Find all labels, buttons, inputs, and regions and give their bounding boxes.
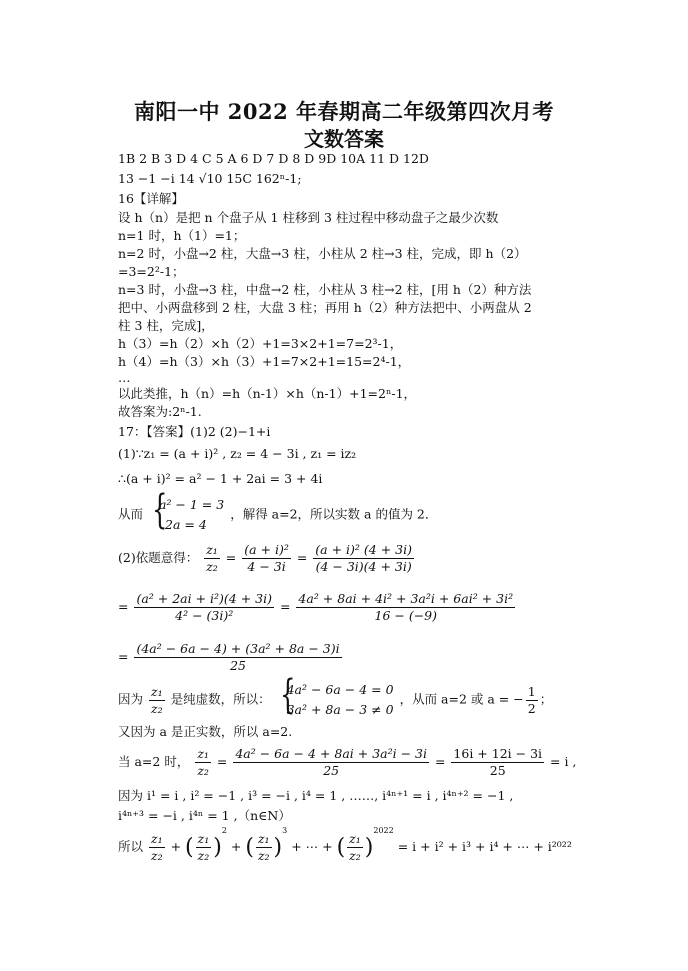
q17-text: 所以 [118,839,144,854]
fraction-numerator: z₁ [151,831,163,846]
page-subtitle: 文数答案 [304,127,384,151]
fraction-denominator: 25 [230,658,246,673]
fraction [296,591,515,624]
answers-row-2: 13 −1 −i 14 √10 15C 162ⁿ-1; [118,171,302,186]
fraction-denominator: (4 − 3i)(4 + 3i) [315,559,412,574]
fraction-numerator: z₁ [197,746,209,761]
system-equation: { a² − 1 = 3 [159,497,225,512]
fraction [195,746,211,779]
q17-expand: ∴(a + i)² = a² − 1 + 2ai = 3 + 4i [118,471,323,486]
q17-given: (1)∵z₁ = (a + i)² , z₂ = 4 − 3i , z₁ = iz₂ [118,446,357,461]
q16-line: 以此类推，h（n）=h（n-1）×h（n-1）+1=2ⁿ-1， [118,386,417,401]
q16-line: 故答案为:2ⁿ-1. [118,404,202,419]
equation-system [277,680,394,720]
q17-sum-line: 所以 $\frac{\text{z₁}}{\text{z₂}}$ + ( $\frac{\text{z₁}}{\text{z₂}}$ )$^2$ + ( $\frac{\text{z₁}}{\text{z₂}}$ )$^3$ + ⋯ + ( $\frac{\text{z₁}}{\text{z₂}}$ )$^{2022}$ = i + i² + i³ + i⁴ + ⋯ + i²⁰²² [118,826,572,863]
fraction-numerator: z₁ [151,683,163,699]
fraction [451,746,544,779]
left-paren: ( [185,835,194,860]
q17-text: 当 a=2 时， [118,754,190,769]
q17-positive-real: 又因为 a 是正实数，所以 a=2. [118,724,293,739]
fraction [313,542,414,575]
q17-powers-of-i: 因为 i¹ = i , i² = −1 , i³ = −i , i⁴ = 1 , ……, i⁴ⁿ⁺¹ = i , i⁴ⁿ⁺² = −1 , [118,788,514,803]
fraction-denominator: z₂ [197,763,209,778]
q17-text: ，从而 a=2 或 a = − [399,691,524,707]
left-paren: ( [245,835,254,860]
q17-text: = i , [550,754,577,769]
system-equation: 2a = 4 [165,517,207,532]
fraction-numerator: z₁ [349,831,361,846]
fraction-denominator: z₂ [197,848,210,863]
q17-text: ； [539,691,553,707]
fraction-numerator: (a + i)² (4 + 3i) [315,542,412,557]
fraction-denominator: z₂ [151,848,163,863]
q16-line: h（3）=h（2）×h（2）+1=3×2+1=7=2³-1， [118,336,403,351]
q17-system-1-line [118,495,437,535]
q17-powers-of-i-cont: i⁴ⁿ⁺³ = −i , i⁴ⁿ = 1 ,（n∈N） [118,808,291,823]
fraction-numerator: 4a² − 6a − 4 + 8ai + 3a²i − 3i [235,746,427,761]
fraction [347,831,363,864]
fraction-denominator: 25 [323,763,340,778]
fraction-denominator: z₂ [349,848,361,863]
equation-system [149,495,224,535]
fraction [134,591,274,624]
fraction-numerator: (a² + 2ai + i²)(4 + 3i) [136,591,272,606]
fraction-denominator: z₂ [206,559,218,574]
fraction-denominator: z₂ [257,848,270,863]
fraction [149,831,165,864]
q16-header: 16【详解】 [118,191,184,206]
left-paren: ( [336,835,346,860]
q16-line: n=2 时，小盘→2 柱，大盘→3 柱，小柱从 2 柱→3 柱，完成，即 h（2） [118,246,527,261]
q16-line: 把中、小两盘移到 2 柱，大盘 3 柱；再用 h（2）种方法把中、小两盘从 2 [118,300,532,315]
q17-header: 17：【答案】(1)2 (2)−1+i [118,424,271,439]
q16-line: h（4）=h（3）×h（3）+1=7×2+1=15=2⁴-1， [118,354,411,369]
fraction [233,746,429,779]
fraction [204,542,220,575]
q16-line: n=1 时，h（1）=1； [118,228,246,243]
fraction-numerator: z₁ [257,831,270,846]
fraction-denominator: 4² − (3i)² [175,608,234,623]
fraction [526,684,538,717]
fraction-denominator: 4 − 3i [247,559,286,574]
fraction-denominator: 25 [489,763,506,778]
q17-substitute-line: 当 a=2 时， $\frac{\text{z₁}}{\text{z₂}}$ = $\frac{\text{4a² − 6a − 4 + 8ai + 3a²i − 3i}}{25}$ = $\frac{16i + 12i - 3i}{25}$ = i , [118,746,577,778]
q17-text: 因为 [118,691,144,707]
q16-line: 柱 3 柱，完成]， [118,318,214,333]
q17-text: (2)依题意得： [118,550,199,565]
page-title: 南阳一中 2022 年春期高二年级第四次月考 [133,99,555,124]
q17-text: ，解得 a=2，所以实数 a 的值为 2． [230,506,438,522]
fraction [196,831,212,864]
q16-line: n=3 时，小盘→3 柱，中盘→2 柱，小柱从 3 柱→2 柱，[用 h（2）种方法 [118,282,532,297]
q17-part2-simplified: = $\frac{\text{(4a² − 6a − 4) + (3a² + 8a − 3)i}}{25}$ [118,641,340,673]
q17-part2-expand: = $\frac{\text{(a² + 2ai + i²)(4 + 3i)}}{\text{4² − (3i)²}}$ = $\frac{\text{4a² + 8ai + 4i² + 3a²i + 6ai² + 3i²}}{16 - (-9)}$ [118,591,514,623]
q17-text: = i + i² + i³ + i⁴ + ⋯ + i²⁰²² [397,839,572,854]
fraction [242,542,291,575]
q17-pure-imaginary-line [118,680,552,720]
system-equation: { 4a² − 6a − 4 = 0 [286,682,394,697]
fraction-denominator: z₂ [151,700,163,716]
q16-line: 设 h（n）是把 n 个盘子从 1 柱移到 3 柱过程中移动盘子之最少次数 [118,210,499,225]
right-paren: ) [273,835,283,860]
fraction-numerator: 4a² + 8ai + 4i² + 3a²i + 6ai² + 3i² [298,591,514,606]
system-equation: 3a² + 8a − 3 ≠ 0 [286,702,394,717]
fraction [134,641,341,674]
fraction-numerator: z₁ [197,831,210,846]
fraction-numerator: (a + i)² [244,542,289,557]
q16-line: =3=2²-1； [118,264,185,279]
fraction-numerator: 16i + 12i − 3i [453,746,543,761]
fraction-denominator: 2 [527,700,536,716]
fraction-numerator: z₁ [206,542,218,557]
fraction [149,684,165,717]
q17-text: 是纯虚数，所以： [170,691,271,707]
fraction-numerator: 1 [527,683,536,699]
fraction-denominator: 16 − (−9) [374,608,438,623]
fraction [256,831,272,864]
right-paren: ) [364,835,374,860]
right-paren: ) [213,835,222,860]
fraction-numerator: (4a² − 6a − 4) + (3a² + 8a − 3)i [136,641,340,656]
q17-text: 从而 [118,506,144,522]
q17-part2-line: (2)依题意得： $\frac{\text{z₁}}{\text{z₂}}$ = $\frac{\text{(a + i)²}}{4 - 3i}$ = $\frac{\text{(a + i)² (4 + 3i)}}{(4 - 3i)(4 + 3i)}$ [118,542,412,574]
q16-line: … [118,370,131,385]
answers-row-1: 1B 2 B 3 D 4 C 5 A 6 D 7 D 8 D 9D 10A 11 D 12D [118,151,429,166]
